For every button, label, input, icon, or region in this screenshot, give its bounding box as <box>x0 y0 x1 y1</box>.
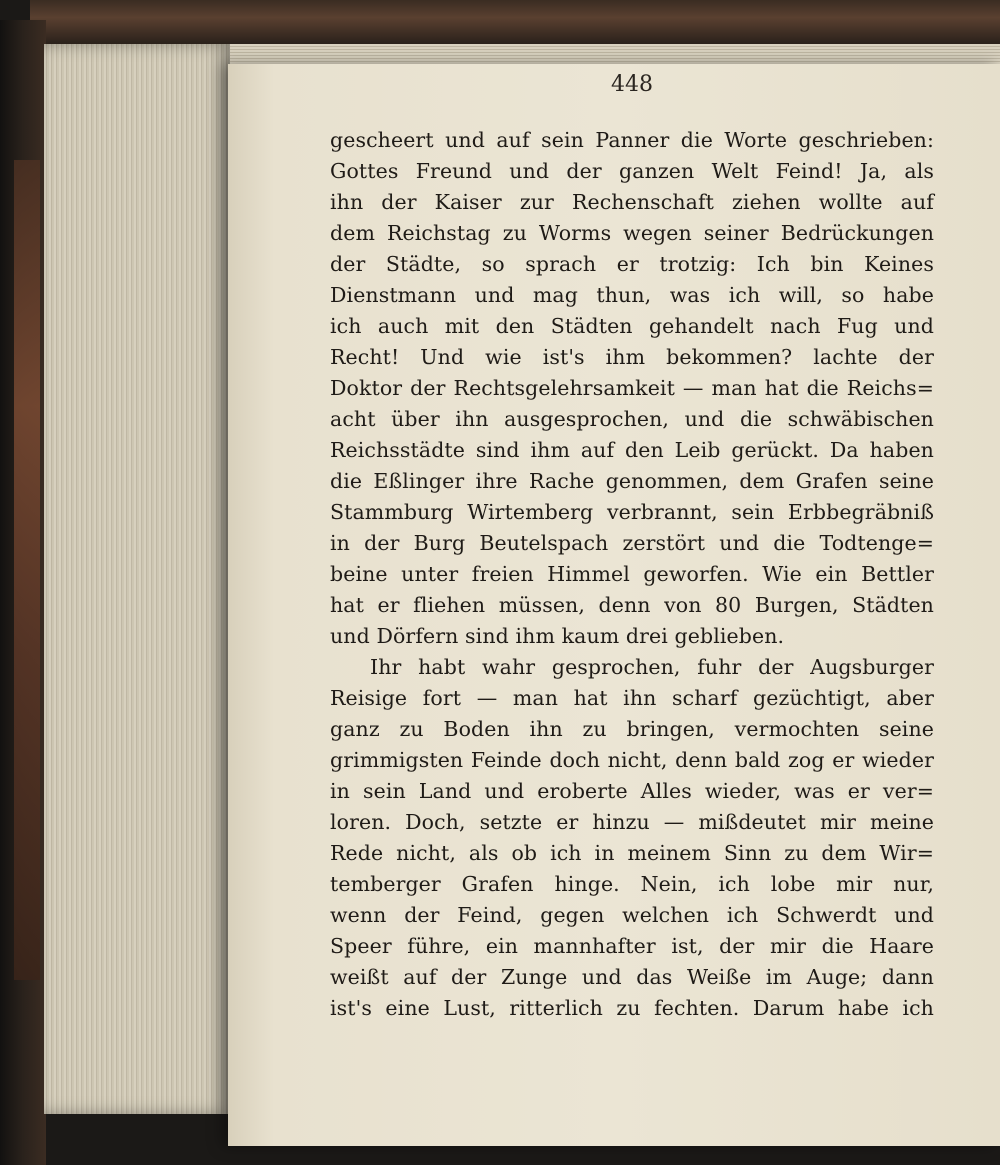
text-line: hat er fliehen müssen, denn von 80 Burgen, Städten <box>330 593 934 617</box>
text-line: ist's eine Lust, ritterlich zu fechten. Darum habe ich <box>330 996 934 1020</box>
text-line: acht über ihn ausgesprochen, und die schwäbischen <box>330 407 934 431</box>
page-number: 448 <box>611 72 653 97</box>
text-line: weißt auf der Zunge und das Weiße im Auge; dann <box>330 965 934 989</box>
text-line: dem Reichstag zu Worms wegen seiner Bedrückungen <box>330 221 934 245</box>
text-line: und Dörfern sind ihm kaum drei geblieben. <box>330 624 785 648</box>
text-line: Rede nicht, als ob ich in meinem Sinn zu dem Wir= <box>330 841 934 865</box>
text-line: Reisige fort — man hat ihn scharf gezüchtigt, aber <box>330 686 934 710</box>
page-stack-edge <box>44 44 230 1114</box>
text-line: die Eßlinger ihre Rache genommen, dem Grafen seine <box>330 469 934 493</box>
text-line: Doktor der Rechtsgelehrsamkeit — man hat die Reichs= <box>330 376 934 400</box>
text-line: ihn der Kaiser zur Rechenschaft ziehen wollte auf <box>330 190 934 214</box>
book-spine-leather <box>14 160 40 980</box>
text-line: ich auch mit den Städten gehandelt nach Fug und <box>330 314 934 338</box>
text-line: loren. Doch, setzte er hinzu — mißdeutet mir meine <box>330 810 934 834</box>
text-line: gescheert und auf sein Panner die Worte geschrieben: <box>330 128 934 152</box>
text-line: wenn der Feind, gegen welchen ich Schwerdt und <box>330 903 934 927</box>
text-line: ganz zu Boden ihn zu bringen, vermochten seine <box>330 717 934 741</box>
text-line: Gottes Freund und der ganzen Welt Feind! Ja, als <box>330 159 934 183</box>
text-line: grimmigsten Feinde doch nicht, denn bald zog er wieder <box>330 748 934 772</box>
text-line: Dienstmann und mag thun, was ich will, so habe <box>330 283 934 307</box>
text-line: beine unter freien Himmel geworfen. Wie ein Bettler <box>330 562 934 586</box>
text-line: Ihr habt wahr gesprochen, fuhr der Augsburger <box>370 655 934 679</box>
text-line: Speer führe, ein mannhafter ist, der mir die Haare <box>330 934 934 958</box>
text-line: in sein Land und eroberte Alles wieder, was er ver= <box>330 779 934 803</box>
text-line: der Städte, so sprach er trotzig: Ich bin Keines <box>330 252 934 276</box>
text-line: in der Burg Beutelspach zerstört und die Todtenge= <box>330 531 934 555</box>
text-line: Reichsstädte sind ihm auf den Leib gerückt. Da haben <box>330 438 934 462</box>
text-line: temberger Grafen hinge. Nein, ich lobe mir nur, <box>330 872 934 896</box>
book-cover-top <box>30 0 1000 44</box>
text-line: Recht! Und wie ist's ihm bekommen? lachte der <box>330 345 934 369</box>
text-line: Stammburg Wirtemberg verbrannt, sein Erbbegräbniß <box>330 500 934 524</box>
